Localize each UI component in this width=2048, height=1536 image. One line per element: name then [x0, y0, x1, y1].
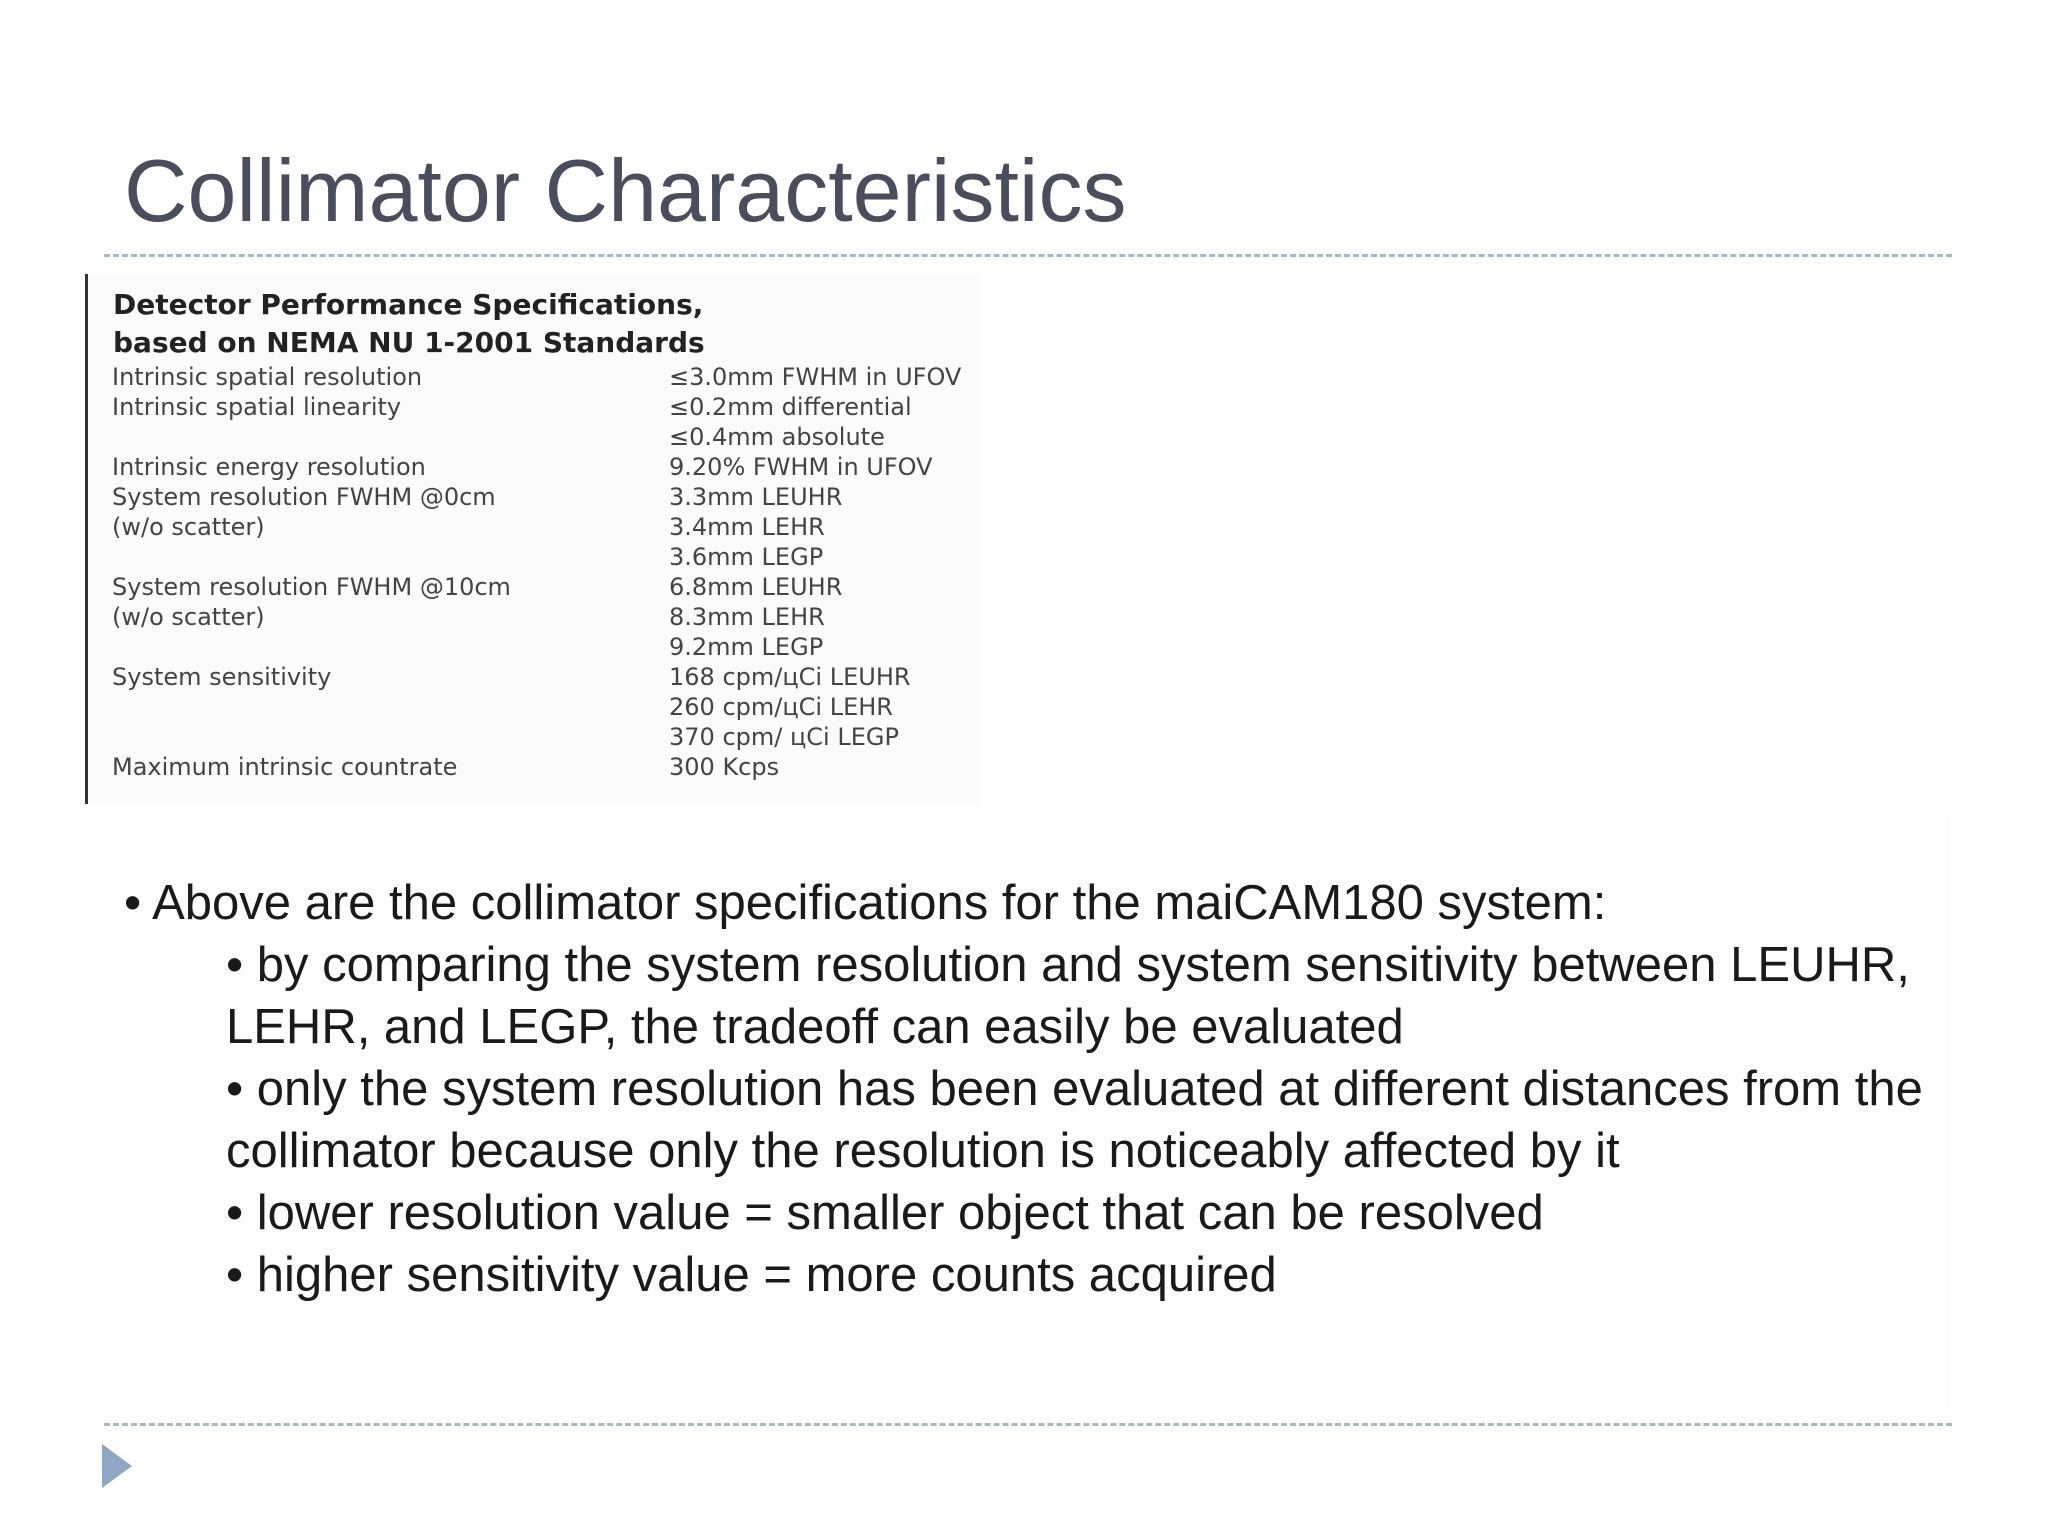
spec-label: System resolution FWHM @10cm — [112, 573, 511, 601]
spec-row — [88, 362, 980, 392]
sub-bullet: • only the system resolution has been evaluated at different distances from the collimator because only the resolution is noticeably affected by it — [226, 1062, 1923, 1178]
play-triangle-icon — [102, 1444, 132, 1488]
spec-label: System sensitivity — [112, 663, 332, 691]
spec-row — [88, 422, 980, 452]
sub-bullet: • lower resolution value = smaller object that can be resolved — [226, 1186, 1544, 1240]
spec-value: ≤3.0mm FWHM in UFOV — [669, 363, 962, 391]
spec-value: ≤0.2mm differential — [669, 393, 912, 421]
spec-row — [88, 512, 980, 542]
spec-heading-line2: based on NEMA NU 1-2001 Standards — [113, 326, 705, 359]
spec-value: 6.8mm LEUHR — [669, 573, 843, 601]
spec-value: 260 cpm/цCi LEHR — [669, 693, 893, 721]
spec-label: Intrinsic energy resolution — [112, 453, 426, 481]
spec-table-heading — [113, 286, 705, 362]
spec-label: Intrinsic spatial linearity — [112, 393, 402, 421]
spec-value: 9.2mm LEGP — [669, 633, 824, 661]
spec-row — [88, 632, 980, 662]
sub-bullet: • higher sensitivity value = more counts acquired — [226, 1248, 1277, 1302]
slide-title: Collimator Characteristics — [124, 141, 1127, 240]
top-divider — [104, 254, 1952, 257]
spec-row — [88, 392, 980, 422]
bottom-divider — [104, 1423, 1952, 1426]
spec-heading-line1: Detector Performance Specifications, — [113, 288, 704, 321]
spec-value: 168 cpm/цCi LEUHR — [669, 663, 911, 691]
spec-row — [88, 452, 980, 482]
spec-label: System resolution FWHM @0cm — [112, 483, 496, 511]
spec-value: 370 cpm/ цCi LEGP — [669, 723, 899, 751]
spec-row — [88, 572, 980, 602]
spec-row — [88, 602, 980, 632]
spec-row — [88, 722, 980, 752]
spec-table-image — [85, 274, 980, 804]
spec-value: 3.3mm LEUHR — [669, 483, 843, 511]
bullet-list — [124, 872, 1946, 1306]
spec-label: (w/o scatter) — [112, 603, 265, 631]
spec-row — [88, 692, 980, 722]
spec-row — [88, 752, 980, 782]
spec-value: 3.6mm LEGP — [669, 543, 824, 571]
bullet-main: • Above are the collimator specifications for the maiCAM180 system: — [124, 876, 1607, 930]
spec-label: Maximum intrinsic countrate — [112, 753, 458, 781]
spec-value: 9.20% FWHM in UFOV — [669, 453, 933, 481]
spec-label: (w/o scatter) — [112, 513, 265, 541]
spec-row — [88, 662, 980, 692]
spec-value: ≤0.4mm absolute — [669, 423, 885, 451]
spec-value: 3.4mm LEHR — [669, 513, 825, 541]
spec-label: Intrinsic spatial resolution — [112, 363, 423, 391]
spec-value: 8.3mm LEHR — [669, 603, 825, 631]
spec-row — [88, 542, 980, 572]
spec-value: 300 Kcps — [669, 753, 780, 781]
sub-bullet: • by comparing the system resolution and system sensitivity between LEUHR, LEHR, and LEGP, the tradeoff can easily be evaluated — [226, 938, 1910, 1054]
spec-row — [88, 482, 980, 512]
